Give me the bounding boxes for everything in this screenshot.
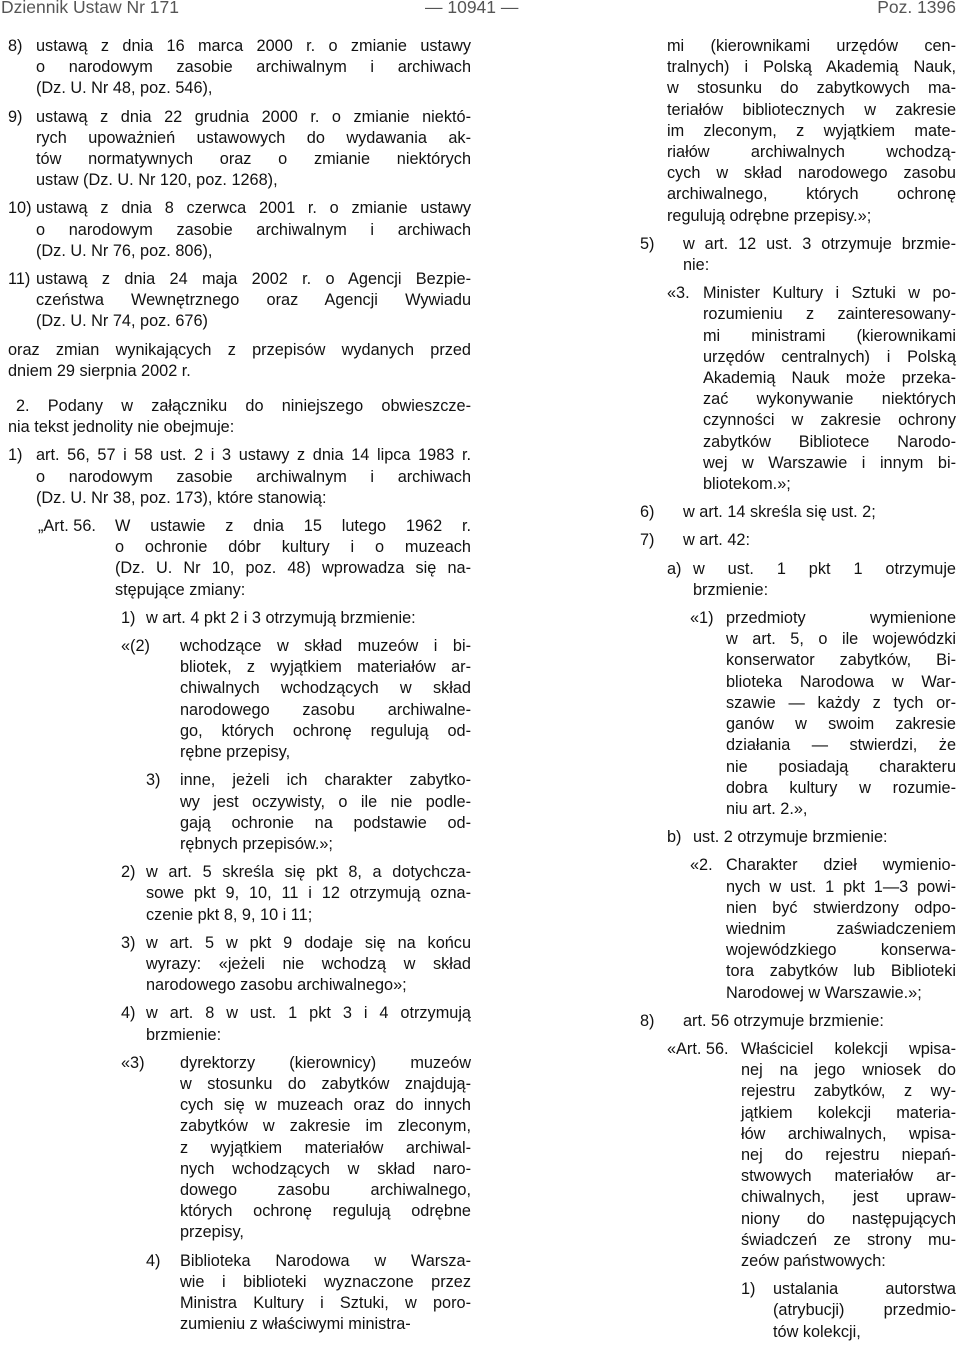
- text-line: wiednim zaświadczeniem: [726, 919, 956, 938]
- page-header: [0, 0, 960, 22]
- text-line: Charakter dzieł wymienio-: [726, 856, 956, 875]
- text-line: riałów archiwalnych wchodzą-: [667, 143, 956, 162]
- text-line: dowego zasobu archiwalnego,: [180, 1180, 471, 1199]
- text-line: regulują odrębne przepisy.»;: [667, 206, 872, 225]
- text-line: stwowych materiałów ar-: [741, 1167, 956, 1186]
- text-line: gają ochronie na podstawie od-: [180, 813, 471, 832]
- left-item-7: [8, 516, 471, 601]
- text-line: nej na jego wniosek do: [741, 1061, 956, 1080]
- text-line: W ustawie z dnia 15 lutego 1962 r.: [115, 517, 471, 536]
- item-number: 8): [8, 37, 23, 55]
- text-line: wy jest oczywisty, o ile nie podle-: [180, 792, 471, 811]
- text-line: 2. Podany w załączniku do niniejszego obwieszcze-: [16, 397, 471, 416]
- item-number: 3): [121, 933, 136, 952]
- text-line: mi ministrami (kierownikami: [703, 326, 956, 345]
- text-line: Ministra Kultury i Sztuki, w poro-: [180, 1293, 471, 1312]
- text-line: ustawą z dnia 22 grudnia 2000 r. o zmianie niektó-: [36, 107, 471, 126]
- text-line: o narodowym zasobie archiwalnym i archiwach: [36, 467, 471, 486]
- text-line: Właściciel kolekcji wpisa-: [741, 1039, 956, 1058]
- text-line: tów normatywnych oraz o zmianie niektórych: [36, 150, 471, 169]
- text-line: nien być stwierdzony odpo-: [726, 898, 956, 917]
- text-line: ustawą z dnia 16 marca 2000 r. o zmianie ustawy: [36, 37, 471, 55]
- text-line: ustawą z dnia 24 maja 2002 r. o Agencji Bezpie-: [36, 270, 471, 289]
- text-line: (Dz. U. Nr 74, poz. 676): [36, 312, 208, 331]
- text-line: teriałów bibliotecznych w zakresie: [667, 100, 956, 119]
- text-line: rych upoważnień ustawowych do wydawania ak-: [36, 128, 471, 147]
- text-line: cych się w muzeach oraz do innych: [180, 1096, 471, 1115]
- text-line: o narodowym zasobie archiwalnym i archiwach: [36, 58, 471, 77]
- text-line: w art. 8 w ust. 1 pkt 3 i 4 otrzymują: [146, 1004, 471, 1023]
- item-number: 5): [640, 234, 655, 253]
- left-item-10: [8, 770, 471, 855]
- text-line: działania — stwierdzi, że: [726, 736, 956, 755]
- text-line: ust. 2 otrzymuje brzmienie:: [693, 828, 888, 847]
- item-number: 6): [640, 503, 655, 522]
- text-line: Minister Kultury i Sztuki w po-: [703, 284, 956, 303]
- text-line: narodowego zasobu archiwalnego»;: [146, 976, 407, 995]
- text-line: wojewódzkiego konserwa-: [726, 941, 956, 960]
- item-number: «3.: [667, 284, 690, 303]
- text-line: cych w skład narodowego zasobu: [667, 164, 956, 183]
- text-line: przepisy,: [180, 1223, 244, 1242]
- left-item-11: [8, 862, 471, 926]
- left-item-12: [8, 933, 471, 997]
- right-column: [640, 36, 956, 1343]
- text-line: ustawą z dnia 8 czerwca 2001 r. o zmianie ustawy: [36, 199, 471, 218]
- text-line: czenie pkt 8, 9, 10 i 11;: [146, 905, 313, 924]
- text-line: urzędów centralnych) i Polską: [703, 347, 956, 366]
- text-line: z wyjątkiem materiałów archiwal-: [180, 1138, 471, 1157]
- text-line: (Dz. U. Nr 48, poz. 546),: [36, 79, 213, 98]
- left-item-3: [8, 269, 471, 333]
- right-item-10: [640, 1039, 956, 1272]
- item-number: 1): [121, 608, 136, 627]
- text-line: czynności w zakresie ochrony: [703, 411, 956, 430]
- text-line: niony do następujących: [741, 1209, 956, 1228]
- text-line: nych w ust. 1 pkt 1—3 powi-: [726, 877, 956, 896]
- text-line: tora zabytków lub Biblioteki: [726, 962, 956, 981]
- item-number: «(2): [121, 637, 150, 656]
- text-line: ustalania autorstwa: [773, 1280, 956, 1299]
- text-line: rejestru zabytków, z wy-: [741, 1082, 956, 1101]
- left-column: [8, 36, 471, 1335]
- text-line: art. 56 otrzymuje brzmienie:: [683, 1011, 884, 1030]
- item-number: 10): [8, 199, 32, 218]
- text-line: zabytków w zakresie im zleconym,: [180, 1117, 471, 1136]
- text-line: w art. 42:: [683, 531, 750, 550]
- left-item-15: [8, 1251, 471, 1336]
- right-item-9: [640, 1011, 956, 1032]
- text-line: dniem 29 sierpnia 2002 r.: [8, 361, 191, 380]
- text-line: konserwator zabytków, Bi-: [726, 651, 956, 670]
- text-line: w art. 5 w pkt 9 dodaje się na końcu: [146, 933, 471, 952]
- right-item-11: [640, 1279, 956, 1343]
- right-item-6: [640, 608, 956, 820]
- text-line: ganów w swoim zakresie: [726, 715, 956, 734]
- text-line: Narodowej w Warszawie.»;: [726, 983, 922, 1002]
- text-line: w stosunku do zabytkowych ma-: [667, 79, 956, 98]
- text-line: wchodzące w skład muzeów i bi-: [180, 637, 471, 656]
- text-line: dyrektorzy (kierownicy) muzeów: [180, 1053, 471, 1072]
- text-line: brzmienie:: [146, 1025, 222, 1044]
- item-number: 8): [640, 1011, 655, 1030]
- text-line: im zleconym, z wyjątkiem mate-: [667, 121, 956, 140]
- item-number: 3): [146, 771, 161, 790]
- item-number: «Art. 56.: [667, 1039, 729, 1058]
- item-number: 7): [640, 531, 655, 550]
- left-item-6: [8, 445, 471, 509]
- item-number: 11): [8, 270, 31, 289]
- item-number: „Art. 56.: [38, 517, 96, 536]
- right-item-8: [640, 855, 956, 1003]
- text-line: rębnych przepisów.»;: [180, 834, 333, 853]
- text-line: jątkiem kolekcji materia-: [741, 1103, 956, 1122]
- left-item-5: [8, 396, 471, 438]
- text-line: stępujące zmiany:: [115, 580, 246, 599]
- text-line: szawie — każdy z tych or-: [726, 693, 956, 712]
- left-item-13: [8, 1003, 471, 1045]
- item-number: 9): [8, 107, 23, 126]
- text-line: (atrybucji) przedmio-: [773, 1301, 956, 1320]
- text-line: tów kolekcji,: [773, 1322, 861, 1341]
- text-line: zać wykonywanie niektórych: [703, 390, 956, 409]
- text-line: archiwalnego, których ochronę: [667, 185, 956, 204]
- text-line: zumieniu z właściwymi ministra-: [180, 1315, 411, 1334]
- text-line: Biblioteka Narodowa w Warsza-: [180, 1251, 471, 1270]
- text-line: zabytków Bibliotece Narodo-: [703, 432, 956, 451]
- text-line: bliotekom.»;: [703, 475, 791, 494]
- left-item-9: [8, 636, 471, 763]
- item-number: 4): [146, 1251, 161, 1270]
- text-line: nej do rejestru niepań-: [741, 1145, 956, 1164]
- text-line: bliotek, z wyjątkiem materiałów ar-: [180, 658, 471, 677]
- item-number: 1): [741, 1280, 756, 1299]
- text-line: (Dz. U. Nr 76, poz. 806),: [36, 241, 213, 260]
- text-line: oraz zmian wynikających z przepisów wydanych przed: [8, 340, 471, 359]
- text-line: chiwalnych wchodzących w skład: [180, 679, 471, 698]
- text-line: nie posiadają charakteru: [726, 757, 956, 776]
- text-line: w art. 5 skreśla się pkt 8, a dotychcza-: [146, 863, 471, 882]
- text-line: łów archiwalnych, wpisa-: [741, 1124, 956, 1143]
- journal-title: Dziennik Ustaw Nr 171: [1, 0, 179, 17]
- left-item-0: [8, 36, 471, 100]
- right-item-5: [640, 559, 956, 601]
- text-line: dobra kultury w rozumie-: [726, 778, 956, 797]
- text-line: wyrazy: «jeżeli nie wchodzą w skład: [146, 954, 471, 973]
- left-item-14: [8, 1053, 471, 1244]
- item-number: 2): [121, 863, 136, 882]
- item-number: b): [667, 828, 682, 847]
- text-line: niu art. 2.»,: [726, 799, 808, 818]
- text-line: przedmioty wymienione: [726, 609, 956, 628]
- text-line: w ust. 1 pkt 1 otrzymuje: [693, 559, 956, 578]
- item-number: a): [667, 559, 682, 578]
- text-line: go, których ochronę regulują od-: [180, 721, 471, 740]
- right-item-7: [640, 827, 956, 848]
- text-line: zeów państwowych:: [741, 1251, 886, 1270]
- text-line: wej w Warszawie i innym bi-: [703, 453, 956, 472]
- page-number: — 10941 —: [425, 0, 519, 17]
- text-line: nych wchodzących w skład naro-: [180, 1159, 471, 1178]
- item-number: «1): [690, 609, 714, 628]
- item-number: 1): [8, 446, 23, 465]
- right-item-3: [640, 502, 956, 523]
- text-line: narodowego zasobu archiwalne-: [180, 700, 471, 719]
- item-number: «3): [121, 1053, 145, 1072]
- text-line: w art. 5, o ile wojewódzki: [726, 630, 956, 649]
- text-line: w art. 14 skreśla się ust. 2;: [683, 503, 876, 522]
- text-line: czeństwa Wewnętrznego oraz Agencji Wywiadu: [36, 291, 471, 310]
- text-line: których ochronę regulują odrębne: [180, 1202, 471, 1221]
- text-line: chiwalnych, jest upraw-: [741, 1188, 956, 1207]
- left-item-4: [8, 340, 471, 382]
- text-line: mi (kierownikami urzędów cen-: [667, 37, 956, 55]
- text-line: tralnych) i Polską Akademią Nauk,: [667, 58, 956, 77]
- text-line: (Dz. U. Nr 38, poz. 173), które stanowią:: [36, 488, 327, 507]
- text-line: wie i biblioteki wyznaczone przez: [180, 1272, 471, 1291]
- text-line: Akademią Nauk może przeka-: [703, 369, 956, 388]
- text-line: w stosunku do zabytków znajdują-: [180, 1074, 471, 1093]
- right-item-1: [640, 234, 956, 276]
- left-item-8: [8, 608, 471, 629]
- position-number: Poz. 1396: [877, 0, 956, 17]
- right-item-4: [640, 530, 956, 551]
- text-line: rozumieniu z zainteresowany-: [703, 305, 956, 324]
- text-line: blioteka Narodowa w War-: [726, 672, 956, 691]
- text-line: nie:: [683, 256, 710, 275]
- text-line: (Dz. U. Nr 10, poz. 48) wprowadza się na-: [115, 559, 471, 578]
- text-line: nia tekst jednolity nie obejmuje:: [8, 418, 235, 437]
- text-line: o ochronie dóbr kultury i o muzeach: [115, 538, 471, 557]
- text-line: rębne przepisy,: [180, 743, 291, 762]
- left-item-1: [8, 107, 471, 192]
- item-number: 4): [121, 1004, 136, 1023]
- item-number: «2.: [690, 856, 713, 875]
- text-line: w art. 4 pkt 2 i 3 otrzymują brzmienie:: [146, 608, 416, 627]
- text-line: inne, jeżeli ich charakter zabytko-: [180, 771, 471, 790]
- text-line: w art. 12 ust. 3 otrzymuje brzmie-: [683, 234, 956, 253]
- text-line: ustaw (Dz. U. Nr 120, poz. 1268),: [36, 171, 278, 190]
- text-line: brzmienie:: [693, 580, 769, 599]
- right-item-2: [640, 283, 956, 495]
- text-line: o narodowym zasobie archiwalnym i archiwach: [36, 220, 471, 239]
- left-item-2: [8, 198, 471, 262]
- text-line: świadczeń ze strony mu-: [741, 1230, 956, 1249]
- text-line: sowe pkt 9, 10, 11 i 12 otrzymują ozna-: [146, 884, 471, 903]
- right-item-0: [640, 36, 956, 227]
- text-line: art. 56, 57 i 58 ust. 2 i 3 ustawy z dnia 14 lipca 1983 r.: [36, 446, 471, 465]
